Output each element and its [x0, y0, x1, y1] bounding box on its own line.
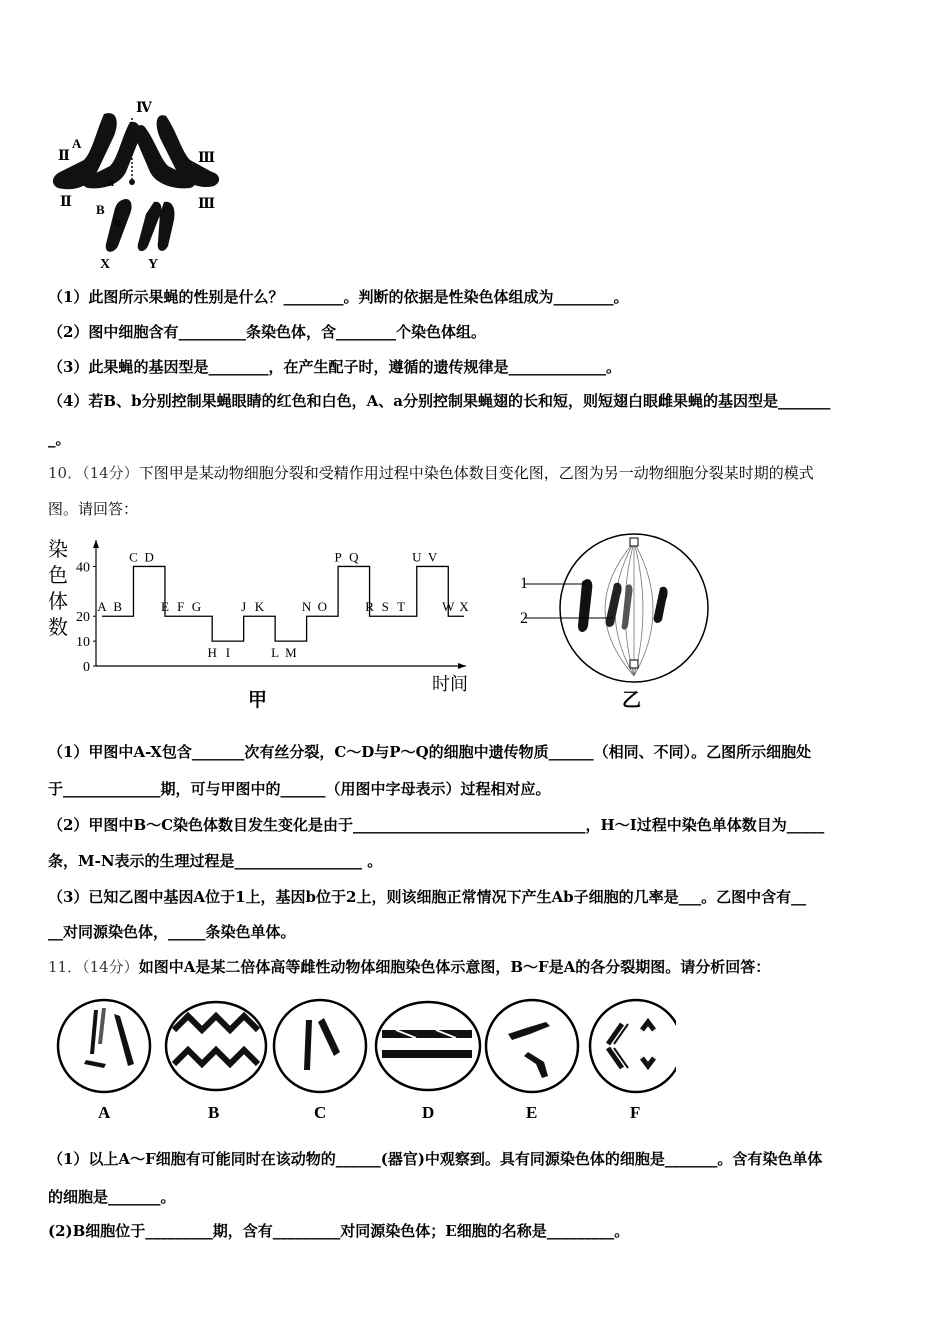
- label-x: X: [100, 257, 111, 272]
- cell-a: [58, 1000, 150, 1092]
- chart-ytick-label: 20: [76, 610, 90, 626]
- label-gene-a-upper: A: [72, 136, 82, 151]
- q10-number: 10．（14分）: [48, 464, 139, 482]
- chart-ytick-label: 10: [76, 635, 90, 651]
- chart-point-label-e: E: [160, 599, 169, 615]
- label-iii-top: Ⅲ: [198, 151, 216, 166]
- chart-point-label-w: W: [442, 599, 455, 615]
- label-gene-a-lower: a: [108, 175, 114, 189]
- chart-point-label-h: H: [207, 645, 217, 661]
- ylabel-char-1: 染: [48, 539, 68, 561]
- q10-part2-cont: 条，M-N表示的生理过程是_________________ 。: [48, 852, 383, 870]
- q11-cell-figures: [56, 994, 676, 1124]
- chart-point-label-s: S: [381, 599, 389, 615]
- q10-part3: （3）已知乙图中基因A位于1上，基因b位于2上，则该细胞正常情况下产生Ab子细胞的几率是___。乙图中含有__: [48, 888, 807, 906]
- cell-label-a: A: [98, 1103, 111, 1122]
- cell-label-c: C: [314, 1103, 327, 1122]
- label-y: Y: [148, 257, 159, 272]
- q10-part1: （1）甲图中A-X包含_______次有丝分裂，C～D与P～Q的细胞中遗传物质______（相同、不同）。乙图所示细胞处: [48, 743, 812, 761]
- chart-point-label-p: P: [334, 549, 342, 565]
- cell-label-f: F: [630, 1103, 641, 1122]
- cell-c: [274, 1000, 366, 1092]
- q11-part1-cont: 的细胞是_______。: [48, 1188, 176, 1206]
- chart-y-axis-arrow: [93, 540, 99, 548]
- cell-d: [376, 1002, 480, 1090]
- chart-point-label-a: A: [97, 599, 107, 615]
- ylabel-char-4: 数: [48, 617, 68, 639]
- chart-point-label-c: C: [129, 549, 138, 565]
- cell-label-e: E: [526, 1103, 538, 1122]
- q9-part4-cont: _。: [48, 430, 71, 448]
- label-gene-b-lower: b: [114, 215, 121, 229]
- cell-b: [166, 1002, 266, 1090]
- chart-point-label-x: X: [459, 599, 469, 615]
- q10-stem-text: 下图甲是某动物细胞分裂和受精作用过程中染色体数目变化图，乙图为另一动物细胞分裂某时期的模式: [138, 464, 814, 482]
- chart-point-label-f: F: [177, 599, 185, 615]
- chart-series-line: [102, 566, 464, 641]
- q9-part2: （2）图中细胞含有_________条染色体，含________个染色体组。: [48, 323, 486, 341]
- chart-point-label-j: J: [241, 599, 247, 615]
- label-ii-top: Ⅱ: [58, 149, 70, 164]
- chart-point-label-r: R: [365, 599, 374, 615]
- chart-ytick-label: 40: [76, 560, 90, 576]
- chart-point-label-k: K: [254, 599, 265, 615]
- q10-stem-cont: 图。请回答：: [48, 500, 139, 518]
- chart-x-axis-arrow: [458, 663, 466, 669]
- q11-number: 11．（14分）: [48, 958, 139, 976]
- chart-point-label-q: Q: [349, 549, 359, 565]
- ylabel-char-2: 色: [48, 565, 68, 587]
- cell-caption: 乙: [622, 690, 642, 711]
- label-iii-bottom: Ⅲ: [198, 197, 216, 212]
- q10-part3-cont: __对同源染色体，_____条染色单体。: [48, 923, 296, 941]
- q9-part1: （1）此图所示果蝇的性别是什么？________。判断的依据是性染色体组成为________。: [48, 288, 629, 306]
- chart-point-label-l: L: [271, 645, 280, 661]
- chart-point-label-g: G: [191, 599, 202, 615]
- chart-point-label-t: T: [397, 599, 406, 615]
- q11-stem-text: 如图中A是某二倍体高等雌性动物体细胞染色体示意图，B～F是A的各分裂期图。请分析回答：: [138, 958, 771, 976]
- q10-part2: （2）甲图中B～C染色体数目发生变化是由于_______________________________，H～I过程中染色单体数目为_____: [48, 816, 825, 834]
- cell-label-b: B: [208, 1103, 220, 1122]
- q10-stem: [48, 462, 814, 483]
- q11-part2: (2)B细胞位于_________期，含有_________对同源染色体；E细胞的名称是_________。: [48, 1222, 630, 1240]
- chart-point-label-n: N: [301, 599, 312, 615]
- q9-part3: （3）此果蝇的基因型是________，在产生配子时，遵循的遗传规律是_____________。: [48, 358, 621, 376]
- chart-xlabel: 时间: [432, 674, 468, 694]
- cell-e: [486, 1000, 578, 1092]
- chart-point-label-m: M: [285, 645, 297, 661]
- q9-part4: （4）若B、b分别控制果蝇眼睛的红色和白色，A、a分别控制果蝇翅的长和短，则短翅白眼雌果蝇的基因型是_______: [48, 392, 831, 410]
- chart-ytick-label: 0: [83, 660, 90, 675]
- label-gene-b-upper: B: [96, 202, 105, 217]
- chart-point-label-o: O: [317, 599, 328, 615]
- q11-stem: [48, 956, 770, 977]
- chart-point-label-d: D: [144, 549, 154, 565]
- label-ii-bottom: Ⅱ: [60, 195, 72, 210]
- fly-chromosome-figure: [44, 96, 224, 272]
- chart-point-label-v: V: [427, 549, 438, 565]
- cell-label-d: D: [422, 1103, 435, 1122]
- chart-point-label-i: I: [225, 645, 231, 661]
- q10-part1-cont: 于_____________期，可与甲图中的______（用图中字母表示）过程相对应。: [48, 780, 551, 798]
- ylabel-char-3: 体: [48, 591, 68, 613]
- cell-diagram-yi: [516, 530, 716, 690]
- q11-part1: （1）以上A～F细胞有可能同时在该动物的______(器官)中观察到。具有同源染色体的细胞是_______。含有染色单体: [48, 1150, 823, 1168]
- chart-caption: 甲: [248, 690, 268, 711]
- label-iv: Ⅳ: [136, 101, 152, 116]
- chromosome-1: [578, 579, 592, 632]
- cell-f: [590, 1000, 676, 1092]
- chart-ylabel: [48, 538, 68, 639]
- cell-label-1: 1: [520, 575, 528, 592]
- chart-point-label-b: B: [113, 599, 123, 615]
- cell-label-2: 2: [520, 610, 528, 627]
- chart-point-label-u: U: [412, 549, 422, 565]
